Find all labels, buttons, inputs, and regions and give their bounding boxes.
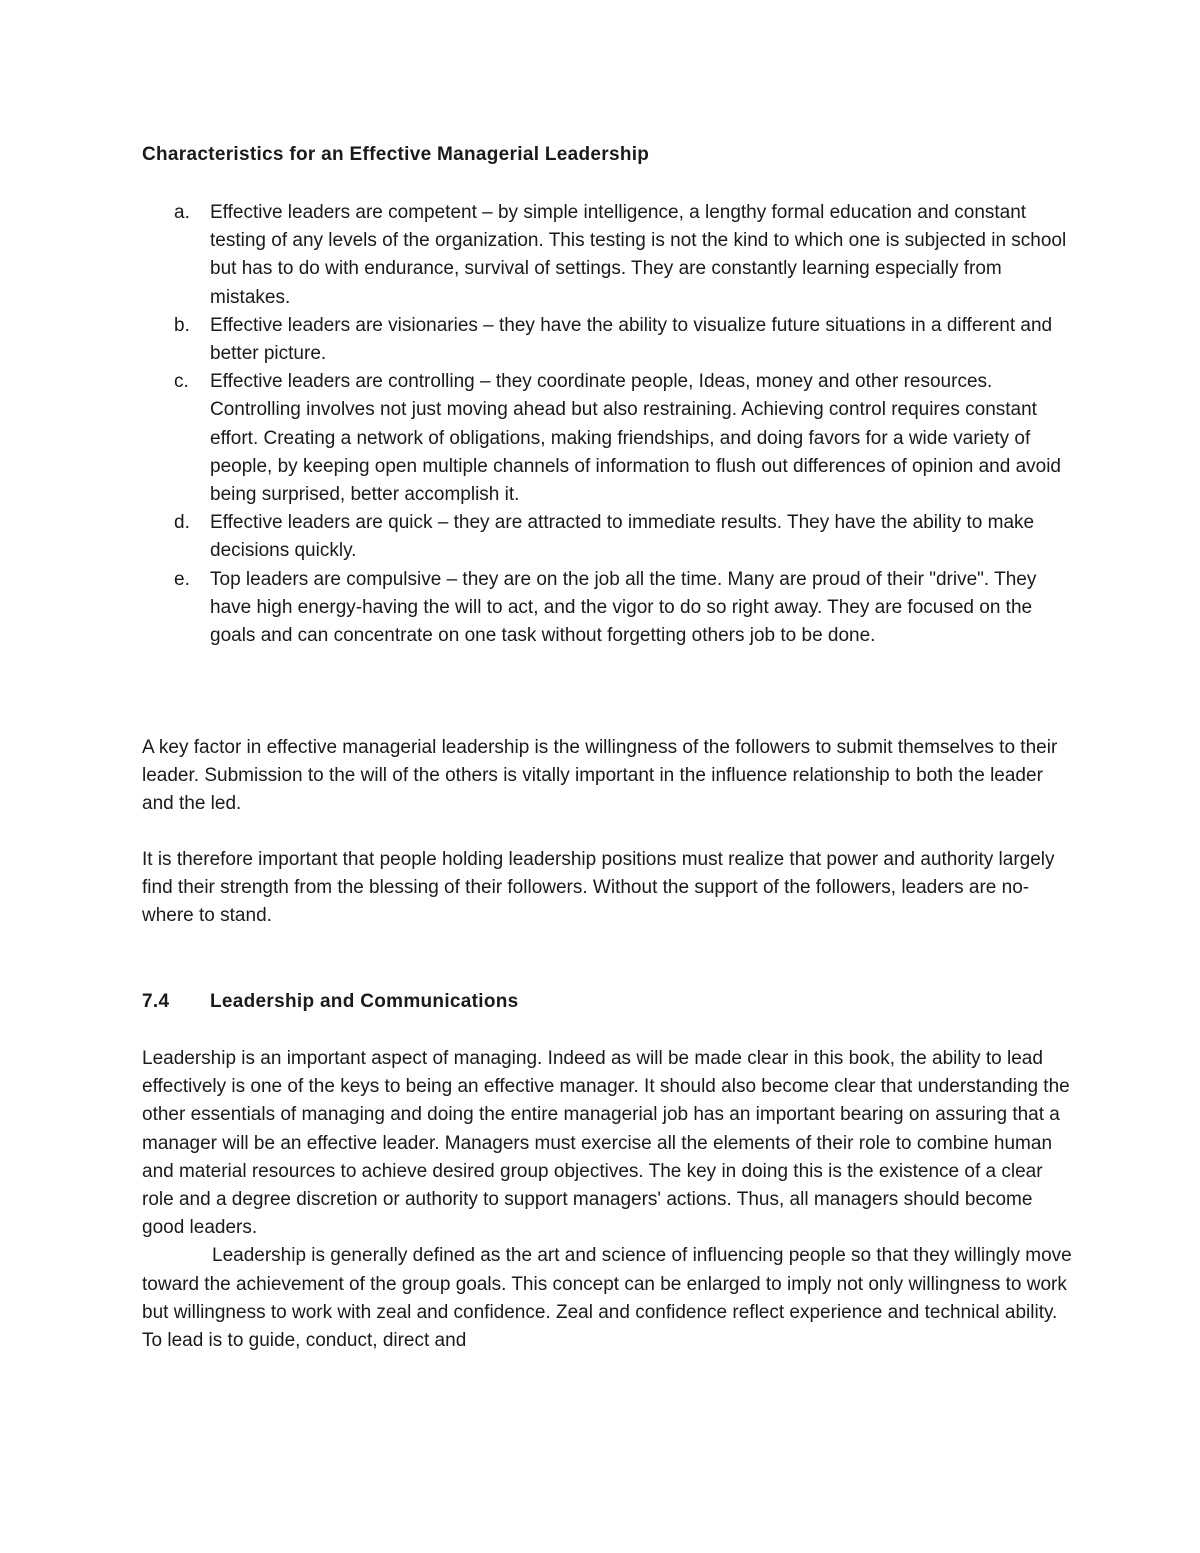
list-item-text: Effective leaders are controlling – they coordinate people, Ideas, money and other resources. Controlling involves not just moving ahead but also restraining. Achieving control requires constant effort. Creating a network of obligations, making friendships, and doing favors for a wide variety of people, by keeping open multiple channels of information to flush out differences of opinion and avoid being surprised, better accomplish it. [210,371,1062,506]
list-item-text: Effective leaders are quick – they are attracted to immediate results. They have the ability to make decisions quickly. [210,512,1035,562]
list-item-text: Top leaders are compulsive – they are on the job all the time. Many are proud of their "drive". They have high energy-having the will to act, and the vigor to do so right away. They are focused on the goals and can concentrate on one task without forgetting others job to be done. [210,568,1037,647]
list-item [142,566,1072,651]
list-marker: c. [174,371,189,393]
list-item [142,509,1072,565]
list-item [142,199,1072,312]
paragraph-key-factor: A key factor in effective managerial leadership is the willingness of the followers to submit themselves to their leader. Submission to the will of the others is vitally important in the influence relationship to both the leader and the led. [142,737,1058,815]
list-item [142,368,1072,509]
paragraph-leadership-definition-wrap [142,1242,1072,1355]
list-marker: a. [174,202,190,223]
section-number: 7.4 [142,991,170,1012]
list-marker: d. [174,512,190,534]
paragraph-leadership-aspect: Leadership is an important aspect of managing. Indeed as will be made clear in this book, the ability to lead effectively is one of the keys to being an effective manager. It should also become clear that understanding the other essentials of managing and doing the entire managerial job has an important bearing on assuring that a manager will be an effective leader. Managers must exercise all the elements of their role to combine human and material resources to achieve desired group objectives. The key in doing this is the existence of a clear role and a degree discretion or authority to support managers' actions. Thus, all managers should become good leaders. [142,1048,1070,1239]
section-title: Leadership and Communications [210,991,519,1012]
list-marker: e. [174,568,190,590]
paragraph-power-authority: It is therefore important that people holding leadership positions must realize that power and authority largely find their strength from the blessing of their followers. Without the support of the followers, leaders are no-where to stand. [142,849,1055,927]
list-marker: b. [174,314,190,336]
list-item-text: Effective leaders are competent – by simple intelligence, a lengthy formal education and constant testing of any levels of the organization. This testing is not the kind to which one is subjected in school but has to do with endurance, survival of settings. They are constantly learning especially from mistakes. [210,202,1067,308]
section-heading [142,988,519,1016]
list-item-text: Effective leaders are visionaries – they have the ability to visualize future situations in a different and better picture. [210,314,1053,365]
characteristics-list [142,199,1072,650]
document-heading: Characteristics for an Effective Managerial Leadership [142,144,650,165]
paragraph-leadership-definition: Leadership is generally defined as the art and science of influencing people so that they willingly move toward the achievement of the group goals. This concept can be enlarged to imply not only willingness to work but willingness to work with zeal and confidence. Zeal and confidence reflect experience and technical ability. To lead is to guide, conduct, direct and [142,1245,1072,1352]
list-item [142,312,1072,368]
section-body [142,1045,1072,1355]
